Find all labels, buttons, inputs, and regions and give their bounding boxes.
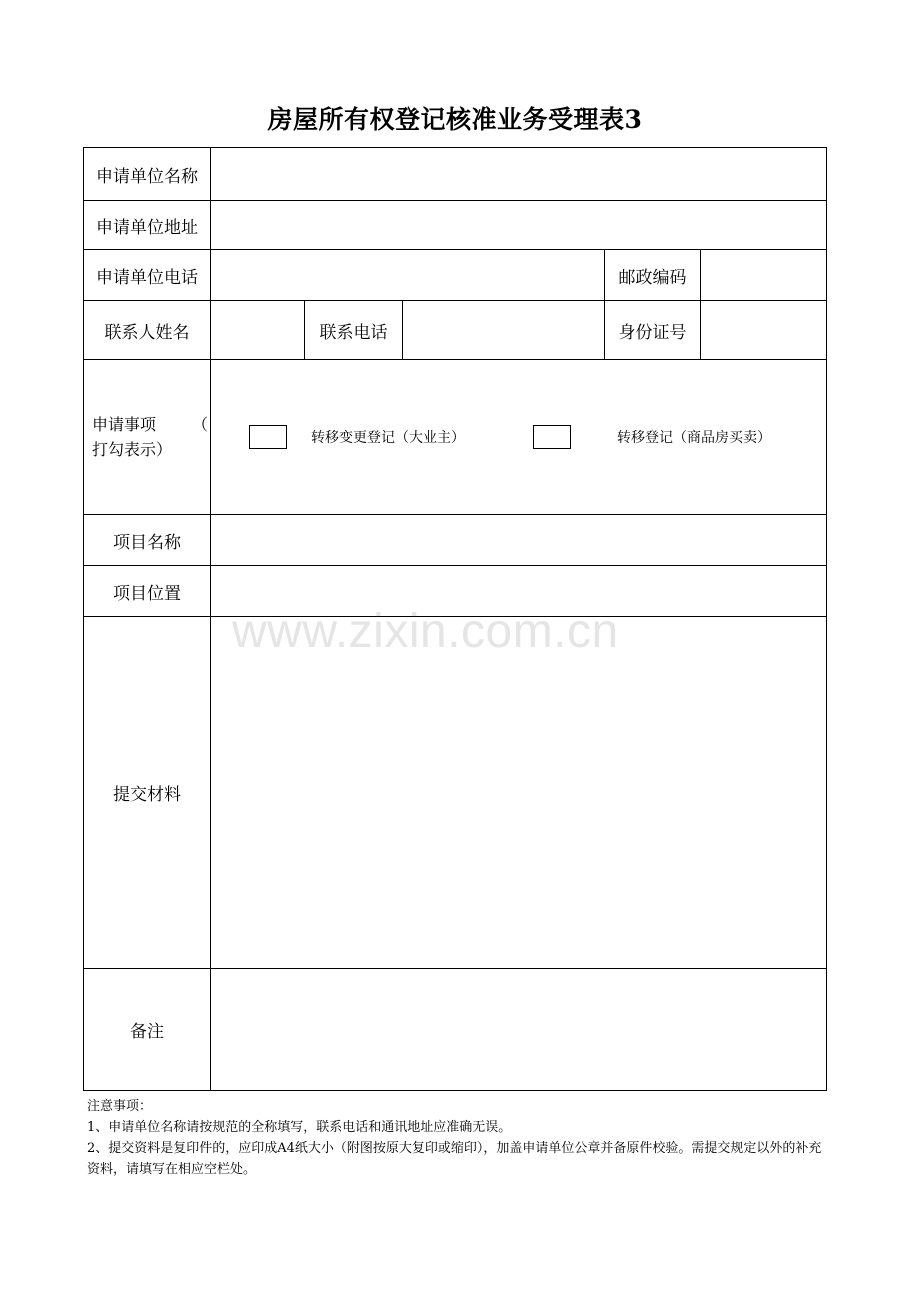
watermark: www.zixin.com.cn xyxy=(232,605,619,658)
apply-item-label-paren: （ xyxy=(192,415,209,434)
apply-item-label-line2: 打勾表示） xyxy=(92,440,173,459)
id-number-label: 身份证号 xyxy=(605,301,701,360)
apply-item-label xyxy=(84,360,211,515)
notes-heading: 注意事项： xyxy=(87,1099,153,1114)
unit-phone-field[interactable] xyxy=(211,250,605,301)
registration-form-table xyxy=(83,147,827,1091)
row-unit-name xyxy=(84,148,827,201)
project-location-field[interactable] xyxy=(211,566,827,617)
row-project-name xyxy=(84,515,827,566)
row-apply-item xyxy=(84,360,827,515)
notes-section xyxy=(87,1096,827,1180)
row-remarks xyxy=(84,969,827,1091)
notes-item-1: 1、申请单位名称请按规范的全称填写，联系电话和通讯地址应准确无误。 xyxy=(87,1120,512,1135)
unit-address-field[interactable] xyxy=(211,201,827,250)
id-number-field[interactable] xyxy=(701,301,827,360)
row-unit-address xyxy=(84,201,827,250)
postal-code-label: 邮政编码 xyxy=(605,250,701,301)
unit-address-label: 申请单位地址 xyxy=(84,201,211,250)
contact-phone-field[interactable] xyxy=(403,301,605,360)
materials-label: 提交材料 xyxy=(84,617,211,969)
option1-label: 转移变更登记（大业主） xyxy=(311,430,465,446)
form-title: 房屋所有权登记核准业务受理表3 xyxy=(267,105,643,134)
materials-field[interactable] xyxy=(211,617,827,969)
unit-name-field[interactable] xyxy=(211,148,827,201)
remarks-label: 备注 xyxy=(84,969,211,1091)
postal-code-field[interactable] xyxy=(701,250,827,301)
row-unit-phone xyxy=(84,250,827,301)
contact-phone-label: 联系电话 xyxy=(305,301,403,360)
apply-item-label-line1: 申请事项 xyxy=(92,415,157,434)
project-location-label: 项目位置 xyxy=(84,566,211,617)
option1-checkbox[interactable] xyxy=(249,425,287,449)
remarks-field[interactable] xyxy=(211,969,827,1091)
option2-label: 转移登记（商品房买卖） xyxy=(617,430,771,446)
contact-name-label: 联系人姓名 xyxy=(84,301,211,360)
row-project-location xyxy=(84,566,827,617)
option2-checkbox[interactable] xyxy=(533,425,571,449)
apply-item-options xyxy=(211,360,827,515)
row-contact xyxy=(84,301,827,360)
row-materials xyxy=(84,617,827,969)
unit-name-label: 申请单位名称 xyxy=(84,148,211,201)
contact-name-field[interactable] xyxy=(211,301,305,360)
unit-phone-label: 申请单位电话 xyxy=(84,250,211,301)
project-name-field[interactable] xyxy=(211,515,827,566)
project-name-label: 项目名称 xyxy=(84,515,211,566)
notes-item-2: 2、提交资料是复印件的，应印成A4纸大小（附图按原大复印或缩印），加盖申请单位公章并备原件校验。需提交规定以外的补充资料，请填写在相应空栏处。 xyxy=(87,1141,822,1177)
